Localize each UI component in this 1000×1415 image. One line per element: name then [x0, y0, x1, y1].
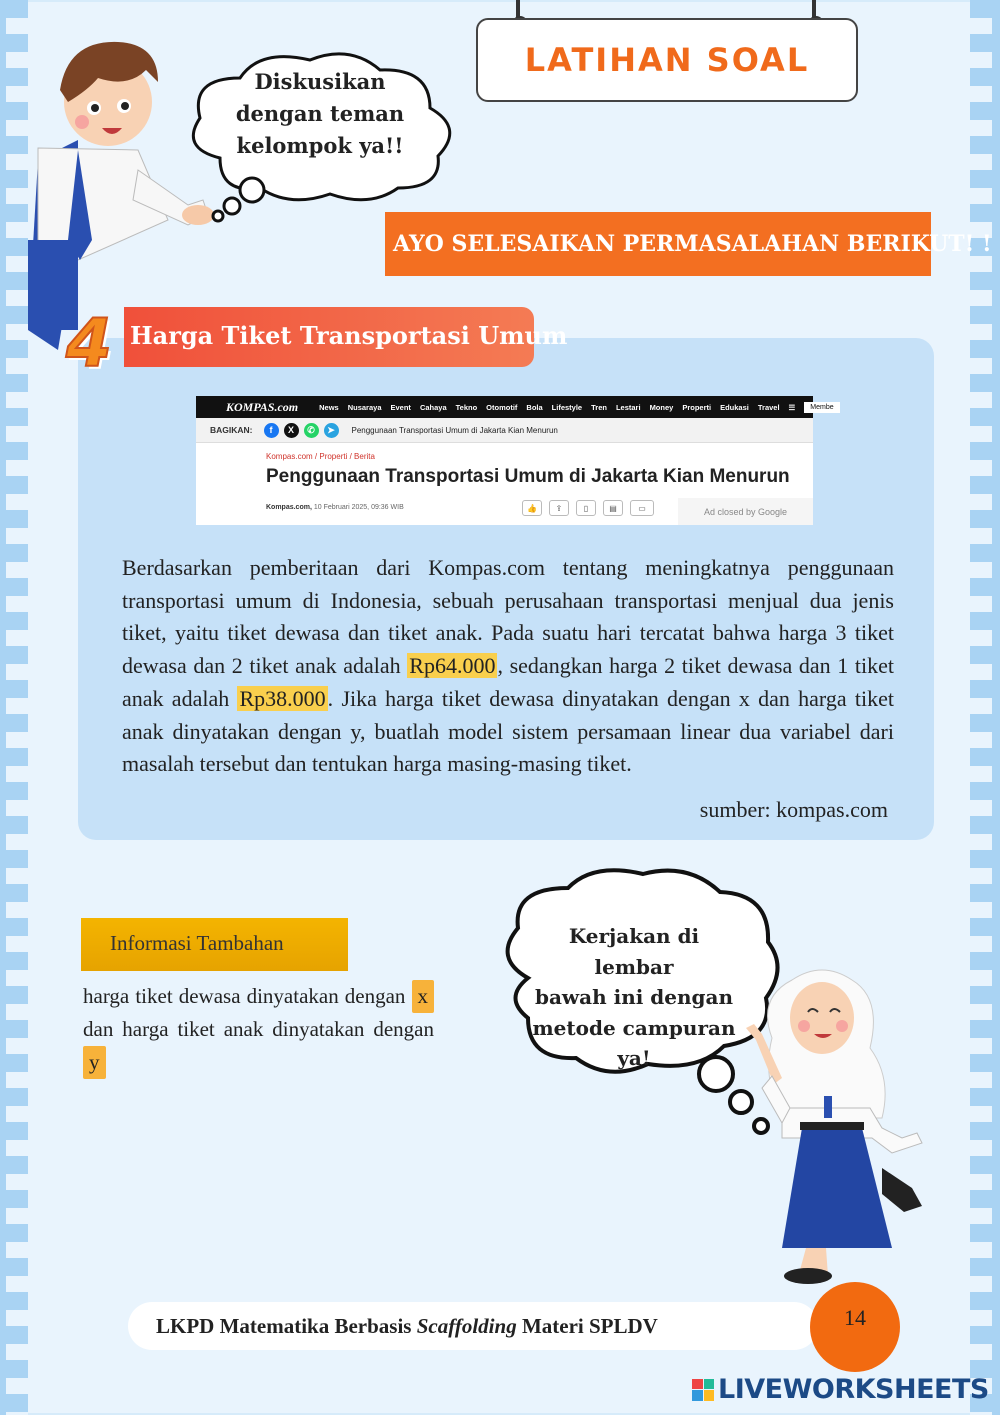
nav-item: Bola [526, 402, 543, 412]
problem-number: 4 [66, 305, 112, 382]
news-meta: Kompas.com, 10 Februari 2025, 09:36 WIB [266, 504, 404, 511]
topic-title: Harga Tiket Transportasi Umum [130, 321, 568, 350]
footer-bar [128, 1302, 818, 1350]
news-navbar [196, 396, 834, 418]
page-number: 14 [844, 1305, 866, 1330]
comment-icon: ▭ [630, 500, 654, 516]
page-number-badge [810, 1282, 900, 1372]
nav-item: Otomotif [486, 402, 518, 412]
news-actions [522, 500, 654, 516]
instruction-banner [385, 212, 992, 276]
share-title: Penggunaan Transportasi Umum di Jakarta Kian Menurun [351, 425, 558, 435]
news-headline: Penggunaan Transportasi Umum di Jakarta Kian Menurun [266, 466, 790, 487]
ad-placeholder: Ad closed by Google [678, 498, 813, 525]
source-note: sumber: kompas.com [699, 797, 888, 822]
nav-item: Lestari [615, 402, 641, 412]
print-icon: ▤ [603, 500, 623, 516]
nav-item: Tren [591, 402, 607, 412]
variable-y: y [83, 1046, 106, 1079]
title-board [476, 18, 858, 102]
torn-edge-right [970, 0, 992, 1415]
nav-item: Lifestyle [551, 402, 583, 412]
footer-text: LKPD Matematika Berbasis Scaffolding Materi SPLDV [156, 1314, 658, 1338]
nav-item: News [319, 402, 339, 412]
girl-illustration [742, 958, 942, 1288]
problem-text: Berdasarkan pemberitaan dari Kompas.com tentang meningkatnya penggunaan transportasi umum di Indonesia, sebuah perusahaan transportasi menjual dua jenis tiket, yaitu tiket dewasa dan tiket anak. Pada suatu hari tercatat bahwa harga 3 tiket dewasa dan 2 tiket anak adalah Rp64.000, sedangkan harga 2 tiket dewasa dan 1 tiket anak adalah Rp38.000. Jika harga tiket dewasa dinyatakan dengan x dan harga tiket anak dinyatakan dengan y, buatlah model sistem persamaan linear dua variabel dari masalah tersebut dan tentukan harga masing-masing tiket. [122, 555, 894, 777]
nav-item: Event [390, 402, 411, 412]
price-highlight-2: Rp38.000 [239, 685, 326, 711]
share-bar [196, 418, 813, 443]
nav-item: Cahaya [419, 402, 447, 412]
bookmark-icon: ▯ [576, 500, 596, 516]
telegram-icon: ➤ [324, 423, 339, 438]
share-icon: ⇪ [549, 500, 569, 516]
info-header [81, 918, 348, 971]
nav-item: Edukasi [720, 402, 749, 412]
topic-label [124, 307, 568, 367]
menu-icon: ☰ [788, 402, 796, 412]
info-text: harga tiket dewasa dinyatakan dengan x dan harga tiket anak dinyatakan dengan y [83, 980, 434, 1079]
nav-item: Properti [682, 402, 712, 412]
news-logo: KOMPAS.com [226, 399, 299, 414]
nav-item: Nusaraya [347, 402, 382, 412]
liveworksheets-logo-icon [692, 1379, 714, 1401]
like-icon: 👍 [522, 500, 542, 516]
facebook-icon: f [264, 423, 279, 438]
nav-item: Tekno [455, 402, 478, 412]
news-breadcrumb: Kompas.com / Properti / Berita [266, 452, 375, 461]
share-label: BAGIKAN: [210, 425, 253, 435]
girl-thought-text: Kerjakan di lembar bawah ini dengan metode campuran ya! [532, 924, 736, 1070]
info-title: Informasi Tambahan [110, 931, 284, 955]
nav-item: Money [649, 402, 674, 412]
boy-thought-text: Diskusikan dengan teman kelompok ya!! [235, 69, 405, 158]
liveworksheets-watermark [692, 1374, 989, 1405]
member-button: Membe [804, 402, 839, 413]
x-icon: X [284, 423, 299, 438]
price-highlight-1: Rp64.000 [409, 653, 496, 679]
banner-text: AYO SELESAIKAN PERMASALAHAN BERIKUT! ! [393, 231, 992, 257]
variable-x: x [412, 980, 435, 1013]
news-screenshot [196, 396, 834, 525]
page-title: LATIHAN SOAL [524, 41, 810, 79]
nav-item: Travel [757, 402, 780, 412]
whatsapp-icon: ✆ [304, 423, 319, 438]
watermark-text: LIVEWORKSHEETS [718, 1374, 989, 1405]
